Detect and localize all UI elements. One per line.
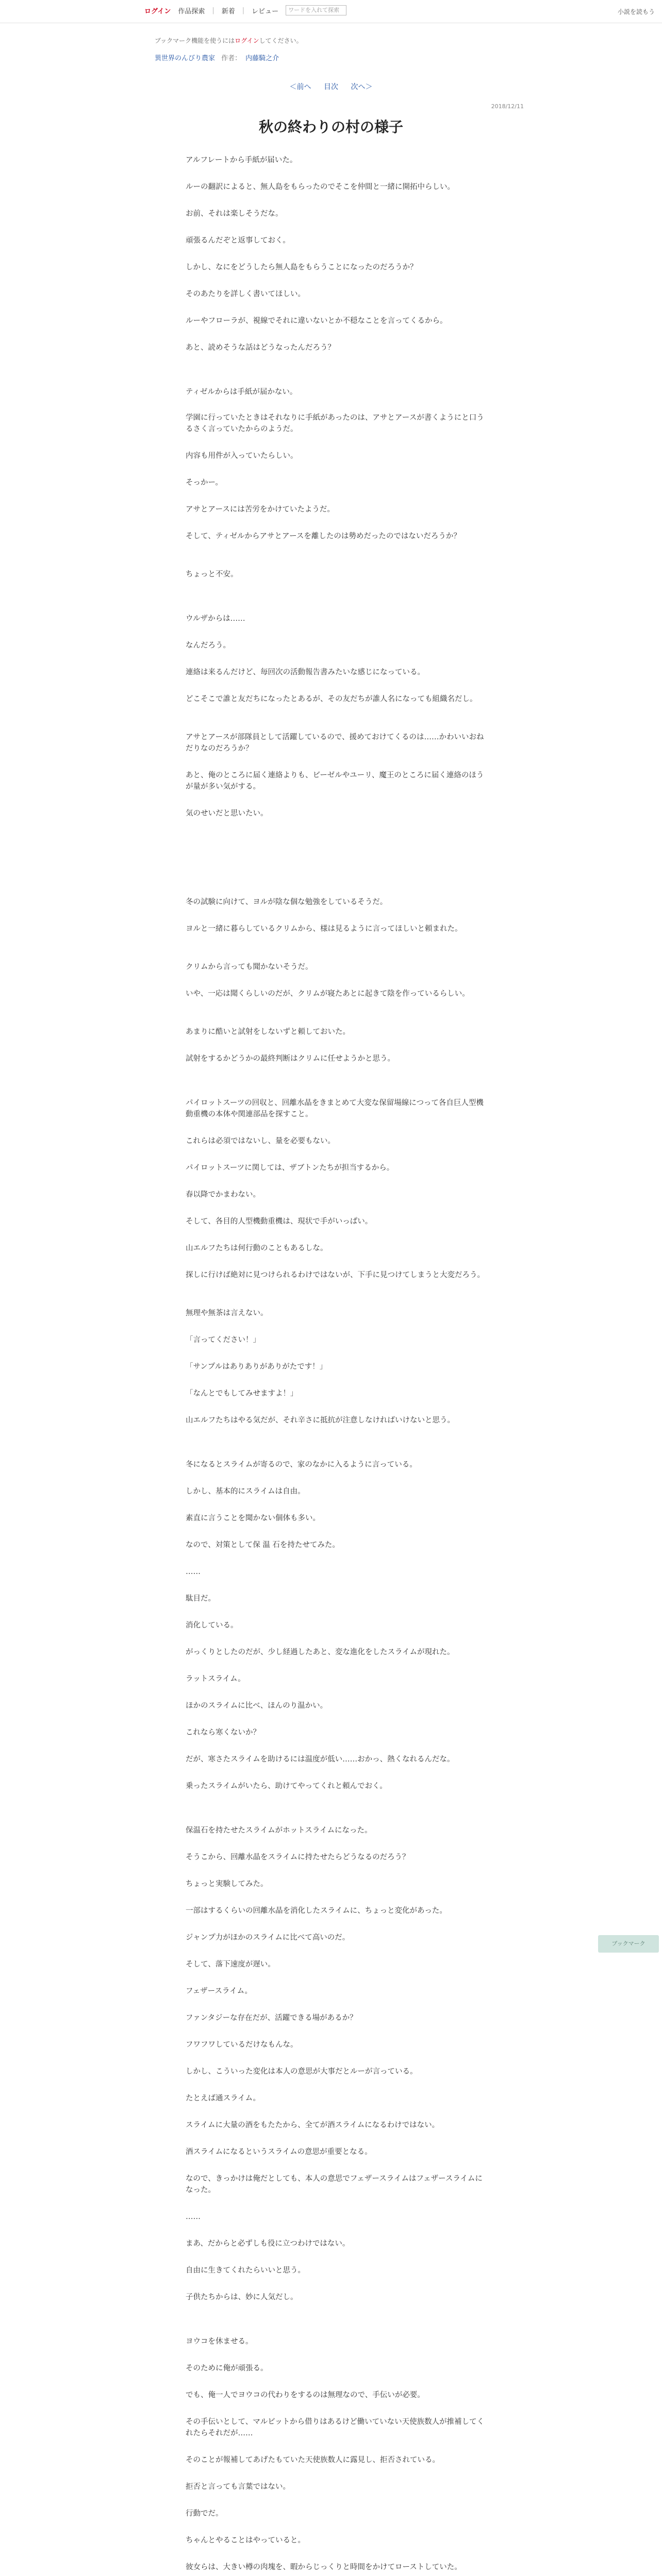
nav-links <box>144 5 346 15</box>
body-paragraph: ジャンプ力がほかのスライムに比べて高いのだ。 <box>186 1934 350 1942</box>
body-paragraph: ラットスライム。 <box>186 1675 245 1683</box>
body-paragraph: アサとアースには苦労をかけていたようだ。 <box>186 505 335 514</box>
body-paragraph: そうこから、回離水晶をスライムに持たせたらどうなるのだろう？ <box>186 1853 410 1861</box>
body-paragraph: 行動でだ。 <box>186 2510 223 2518</box>
body-paragraph: ルーの翻訳によると、無人島をもらったのでそこを仲間と一緒に開拓中らしい。 <box>186 183 455 191</box>
notice-login-link[interactable]: ログイン <box>235 37 259 44</box>
body-paragraph: ヨウコを休ませる。 <box>186 2337 253 2346</box>
body-paragraph: あまりに酷いと試射をしないずと頼しておいた。 <box>186 1028 350 1036</box>
body-paragraph: …… <box>186 2213 201 2221</box>
login-link[interactable]: ログイン <box>144 7 171 15</box>
body-paragraph: 学園に行っていたときはそれなりに手紙があったのは、アサとアースが書くようにと口うるさく言っていたからのようだ。 <box>186 414 484 433</box>
top-navigation-bar <box>0 0 662 23</box>
body-paragraph: でも、俺一人でヨウコの代わりをするのは無理なので、手伝いが必要。 <box>186 2391 425 2399</box>
body-paragraph: 気のせいだと思いたい。 <box>186 809 268 818</box>
body-paragraph: 消化している。 <box>186 1621 238 1630</box>
author-label: 作者： <box>221 55 242 62</box>
nav-separator: | <box>242 6 245 14</box>
body-paragraph: そのことが報補してあげたもていた天使族数人に露見し、拒否されている。 <box>186 2456 440 2464</box>
body-paragraph: 内容も用件が入っていたらしい。 <box>186 452 298 460</box>
author-link[interactable]: 内藤騎之介 <box>245 55 279 62</box>
series-link[interactable]: 異世界のんびり農家 <box>155 55 216 62</box>
body-paragraph: ヨルと一緒に暮らしているクリムから、様は見るように言ってほしいと頼まれた。 <box>186 925 462 933</box>
body-paragraph: たとえば通スライム。 <box>186 2094 260 2103</box>
body-paragraph: ルーやフローラが、視線でそれに違いないとか不穏なことを言ってくるから。 <box>186 317 448 325</box>
body-paragraph: 頑張るんだぞと返事しておく。 <box>186 236 290 245</box>
body-paragraph: しかし、なにをどうしたら無人島をもらうことになったのだろうか？ <box>186 263 418 272</box>
body-paragraph: そっかー。 <box>186 479 223 487</box>
breadcrumb <box>155 53 279 62</box>
body-paragraph: 冬になるとスライムが寄るので、家のなかに入るように言っている。 <box>186 1461 417 1469</box>
bookmark-button[interactable]: ブックマーク <box>598 1935 659 1953</box>
body-paragraph: フェザースライム。 <box>186 1987 253 1995</box>
works-link[interactable]: 作品探索 <box>178 7 205 15</box>
body-paragraph: 駄目だ。 <box>186 1595 216 1603</box>
body-paragraph: アサとアースが部隊員として活躍しているので、援めておけてくるのは……かわいいおねだりなのだろうか？ <box>186 733 484 753</box>
chapter-title: 秋の終わりの村の様子 <box>258 118 403 135</box>
body-paragraph: ティゼルからは手紙が届かない。 <box>186 388 297 396</box>
body-paragraph: 冬の試験に向けて、ヨルが陰な個な勉強をしているそうだ。 <box>186 898 388 906</box>
review-link[interactable]: レビュー <box>252 7 279 15</box>
body-paragraph: だが、寒さたスライムを助けるには温度が低い……おかっ、熱くなれるんだな。 <box>186 1755 455 1764</box>
ranking-link[interactable]: 新着 <box>221 7 235 15</box>
notice-suffix: してください。 <box>259 37 303 44</box>
body-paragraph: 「なんとでもしてみせますよ！」 <box>186 1389 298 1398</box>
body-paragraph: 保温石を持たせたスライムがホットスライムになった。 <box>186 1826 372 1835</box>
body-paragraph: 子供たちからは、妙に人気だし。 <box>186 2293 298 2301</box>
body-paragraph: そのあたりを詳しく書いてほしい。 <box>186 290 305 298</box>
body-paragraph: これらは必須ではないし、量を必要もない。 <box>186 1137 335 1145</box>
body-paragraph: 自由に生きてくれたらいいと思う。 <box>186 2266 305 2275</box>
body-paragraph: 「言ってください！」 <box>186 1336 260 1344</box>
body-paragraph: …… <box>186 1568 201 1576</box>
body-paragraph: パイロットスーツに関しては、ザブトンたちが担当するから。 <box>186 1164 394 1172</box>
prev-chapter-link[interactable]: ＜前へ <box>289 83 311 91</box>
search-input[interactable]: ワードを入れて探索 <box>286 5 346 15</box>
body-paragraph: 一部はするくらいの回離水晶を消化したスライムに、ちょっと変化があった。 <box>186 1907 447 1915</box>
toc-link[interactable]: 目次 <box>324 83 338 91</box>
body-paragraph: そして、各目的人型機動重機は、現状で手がいっぱい。 <box>186 1217 373 1226</box>
body-paragraph: なので、きっかけは俺だとしても、本人の意思でフェザースライムはフェザースライムになった。 <box>186 2175 483 2194</box>
body-paragraph: 試射をするかどうかの最終判断はクリムに任せようかと思う。 <box>186 1055 395 1063</box>
body-paragraph: 拒否と言っても言葉ではない。 <box>186 2483 290 2491</box>
body-paragraph: 春以降でかまわない。 <box>186 1191 260 1199</box>
body-paragraph: しかし、こういった変化は本人の意思が大事だとルーが言っている。 <box>186 2067 418 2076</box>
body-paragraph: 「サンプルはありありがありがたです！」 <box>186 1363 327 1371</box>
body-paragraph: 山エルフたちは何行動のこともあるしな。 <box>186 1244 328 1252</box>
body-paragraph: そして、落下速度が遅い。 <box>186 1960 275 1969</box>
nav-separator: | <box>212 6 214 14</box>
body-paragraph: 探しに行けば絶対に見つけられるわけではないが、下手に見つけてしまうと大変だろう。 <box>186 1271 485 1279</box>
body-paragraph: あと、俺のところに届く連絡よりも、ビーゼルやユーリ、魔王のところに届く連絡のほうが量が多い気がする。 <box>186 771 484 791</box>
body-paragraph: なんだろう。 <box>186 641 230 650</box>
body-paragraph: しかし、基本的にスライムは自由。 <box>186 1487 305 1496</box>
body-paragraph: がっくりとしたのだが、少し経過したあと、変な進化をしたスライムが現れた。 <box>186 1648 455 1656</box>
body-paragraph: そのために俺が頑張る。 <box>186 2364 268 2372</box>
body-paragraph: なので、対策として保 温 石を持たせてみた。 <box>186 1541 340 1549</box>
body-paragraph: 酒スライムになるというスライムの意思が重要となる。 <box>186 2148 372 2156</box>
chapter-pager <box>0 81 662 92</box>
body-paragraph: そして、ティゼルからアサとアースを離したのは勢めだったのではないだろうか？ <box>186 532 461 540</box>
body-paragraph: 彼女らは、大きい樽の肉塊を、暇からじっくりと時間をかけてローストしていた。 <box>186 2563 462 2571</box>
site-link[interactable]: 小説を読もう <box>617 8 655 15</box>
body-paragraph: 乗ったスライムがいたら、助けてやってくれと頼んでおく。 <box>186 1782 387 1790</box>
body-paragraph: ウルザからは…… <box>186 615 245 623</box>
body-paragraph: ちょっと実験してみた。 <box>186 1880 268 1888</box>
body-paragraph: クリムから言っても聞かないそうだ。 <box>186 963 313 971</box>
body-paragraph: いや、一応は聞くらしいのだが、クリムが寝たあとに起きて陰を作っているらしい。 <box>186 990 470 998</box>
body-paragraph: まあ、だからと必ずしも役に立つわけではない。 <box>186 2240 350 2248</box>
body-paragraph: お前、それは楽しそうだな。 <box>186 210 283 218</box>
body-paragraph: これなら寒くないか？ <box>186 1728 260 1737</box>
body-paragraph: 無理や無茶は言えない。 <box>186 1309 268 1317</box>
next-chapter-link[interactable]: 次へ＞ <box>351 83 373 91</box>
notice-prefix: ブックマーク機能を使うには <box>155 37 235 44</box>
body-paragraph: 連絡は来るんだけど、毎回次の活動報告書みたいな感じになっている。 <box>186 668 425 676</box>
body-paragraph: 素直に言うことを聞かない個体も多い。 <box>186 1514 320 1522</box>
body-paragraph: アルフレートから手紙が届いた。 <box>186 156 297 164</box>
body-paragraph: ほかのスライムに比べ、ほんのり温かい。 <box>186 1702 328 1710</box>
body-paragraph: フワフワしているだけなもんな。 <box>186 2041 298 2049</box>
body-paragraph: パイロットスーツの回収と、回離水晶をきまとめて大変な保留場線につって各自巨人型機動重機の本体や関連部品を探すこと。 <box>186 1099 484 1118</box>
body-paragraph: あと、読めそうな話はどうなったんだろう？ <box>186 344 335 352</box>
body-paragraph: スライムに大量の酒をもたたから、全てが酒スライムになるわけではない。 <box>186 2121 440 2129</box>
body-paragraph: ちゃんとやることはやっていると。 <box>186 2536 305 2545</box>
body-paragraph: どこそこで誰と友だちになったとあるが、その友だちが誰人名になっても組織名だし。 <box>186 695 477 703</box>
body-paragraph: その手伝いとして、マルビットから借りはあるけど働いていない天使族数人が推補してくれたらそれだが…… <box>186 2418 485 2437</box>
body-paragraph: 山エルフたちはやる気だが、それ辛さに抵抗が注意しなければいけないと思う。 <box>186 1416 455 1425</box>
body-paragraph: ちょっと不安。 <box>186 570 238 579</box>
bookmark-notice <box>155 36 303 45</box>
publish-date: 2018/12/11 <box>491 103 524 110</box>
body-paragraph: ファンタジーな存在だが、活躍できる場があるか？ <box>186 2014 357 2022</box>
